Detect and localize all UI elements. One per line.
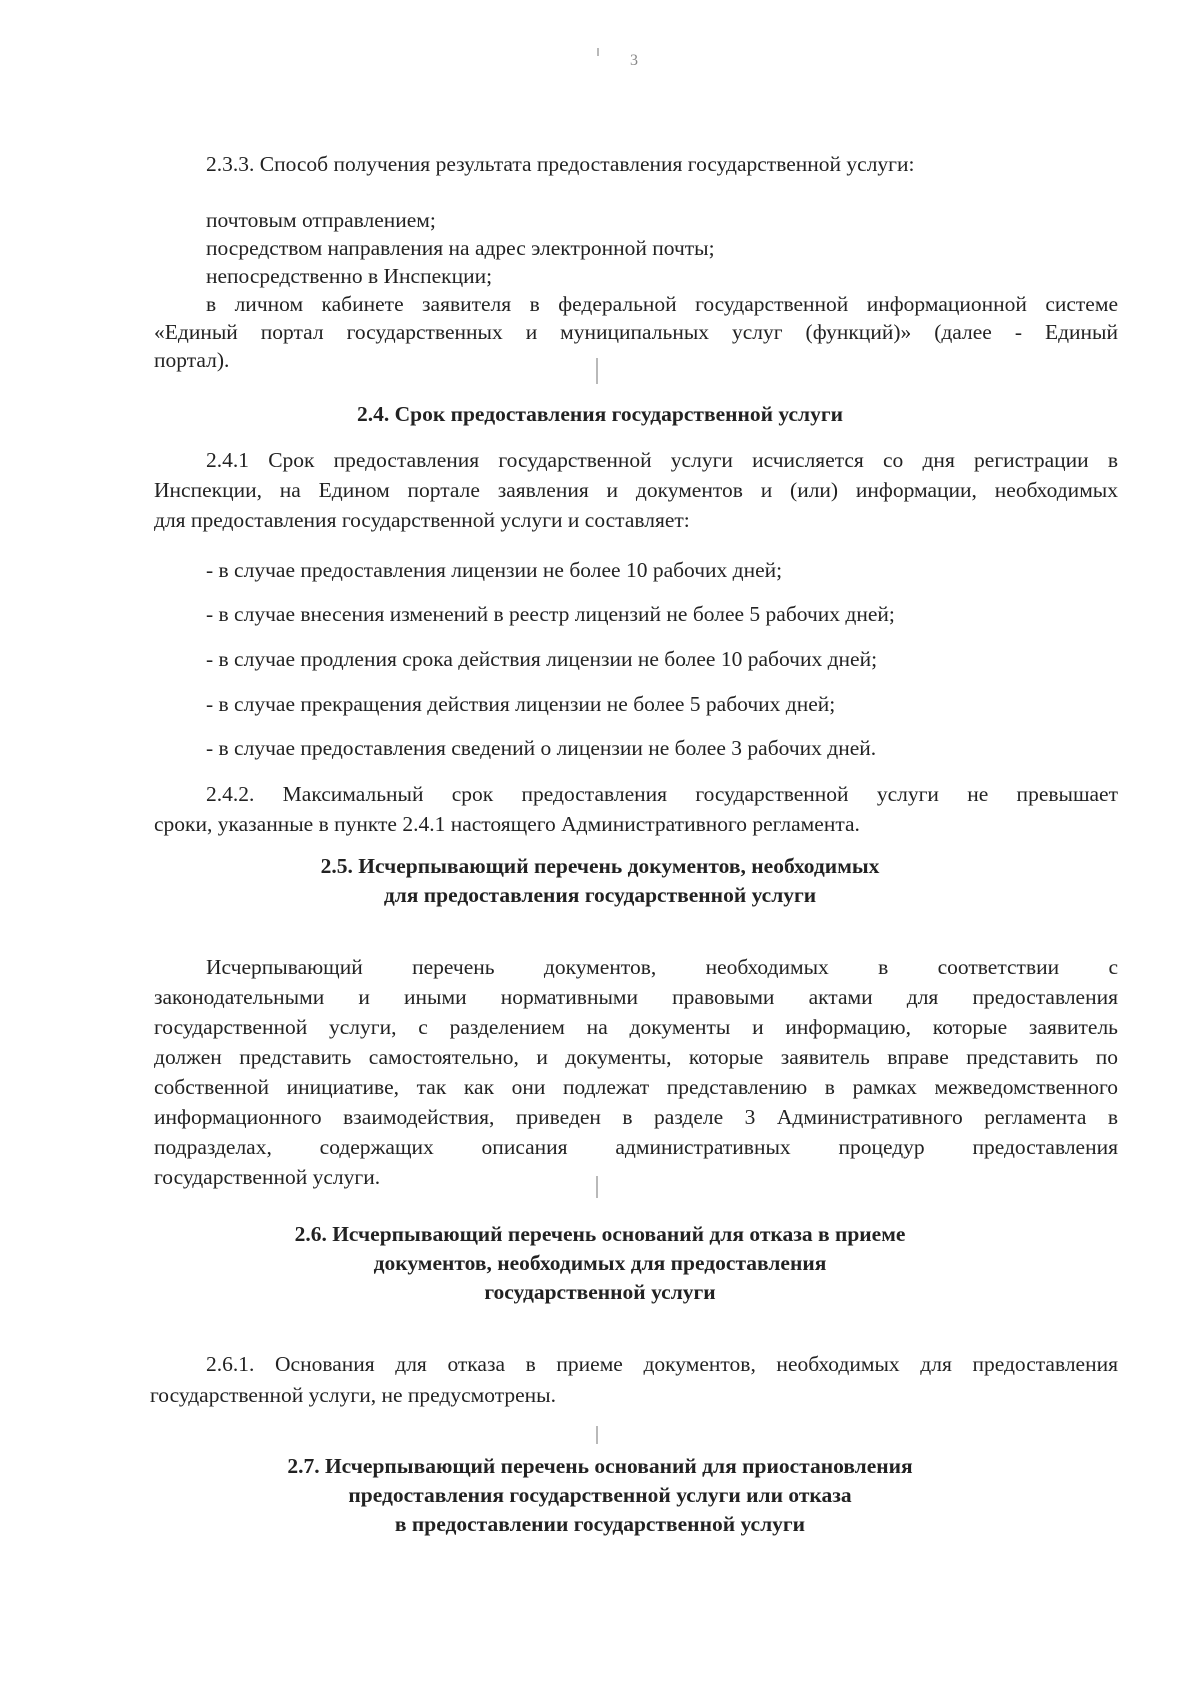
list-item: почтовым отправлением; [206, 208, 436, 232]
list-item: посредством направления на адрес электронной почты; [206, 236, 715, 260]
page-number: 3 [630, 52, 638, 69]
paragraph-line: собственной инициативе, так как они подлежат представлению в рамках межведомственного [154, 1075, 1118, 1099]
paragraph-line: государственной услуги. [154, 1165, 381, 1189]
paragraph-line: для предоставления государственной услуги и составляет: [154, 508, 690, 532]
paragraph-line: 2.4.1 Срок предоставления государственной услуги исчисляется со дня регистрации в [206, 448, 1118, 472]
section-2-5-heading: 2.5. Исчерпывающий перечень документов, необходимых [320, 854, 880, 878]
list-item: - в случае предоставления лицензии не более 10 рабочих дней; [206, 558, 783, 582]
paragraph-line: государственной услуги, с разделением на документы и информацию, которые заявитель [154, 1015, 1118, 1039]
scan-speck [596, 1176, 598, 1198]
section-2-6-heading: государственной услуги [484, 1280, 716, 1304]
paragraph-line: 2.4.2. Максимальный срок предоставления государственной услуги не превышает [206, 782, 1118, 806]
paragraph-line: должен представить самостоятельно, и документы, которые заявитель вправе представить по [154, 1045, 1118, 1069]
paragraph-line: Инспекции, на Едином портале заявления и документов и (или) информации, необходимых [154, 478, 1118, 502]
list-item: - в случае внесения изменений в реестр лицензий не более 5 рабочих дней; [206, 602, 895, 626]
section-2-4-heading: 2.4. Срок предоставления государственной услуги [356, 402, 844, 426]
scan-speck [596, 358, 598, 384]
list-item: - в случае продления срока действия лицензии не более 10 рабочих дней; [206, 647, 878, 671]
list-item: - в случае предоставления сведений о лицензии не более 3 рабочих дней. [206, 736, 877, 760]
list-item: - в случае прекращения действия лицензии не более 5 рабочих дней; [206, 692, 836, 716]
paragraph-line: государственной услуги, не предусмотрены. [150, 1383, 556, 1407]
paragraph-line: законодательными и иными нормативными правовыми актами для предоставления [154, 985, 1118, 1009]
scan-speck [597, 48, 599, 56]
paragraph-line: сроки, указанные в пункте 2.4.1 настоящего Административного регламента. [154, 812, 860, 836]
section-2-7-heading: 2.7. Исчерпывающий перечень оснований для приостановления [287, 1454, 913, 1478]
scan-speck [596, 1426, 598, 1444]
section-2-7-heading: в предоставлении государственной услуги [394, 1512, 806, 1536]
section-2-3-3-title: 2.3.3. Способ получения результата предоставления государственной услуги: [206, 152, 915, 176]
paragraph-line: подразделах, содержащих описания административных процедур предоставления [154, 1135, 1118, 1159]
section-2-6-heading: документов, необходимых для предоставления [373, 1251, 827, 1275]
section-2-5-heading: для предоставления государственной услуги [383, 883, 817, 907]
paragraph-line: портал). [154, 348, 230, 372]
paragraph-line: 2.6.1. Основания для отказа в приеме документов, необходимых для предоставления [206, 1352, 1118, 1376]
section-2-6-heading: 2.6. Исчерпывающий перечень оснований для отказа в приеме [294, 1222, 906, 1246]
paragraph-line: в личном кабинете заявителя в федеральной государственной информационной системе [206, 292, 1118, 316]
paragraph-line: Исчерпывающий перечень документов, необходимых в соответствии с [206, 955, 1118, 979]
section-2-7-heading: предоставления государственной услуги или отказа [348, 1483, 852, 1507]
paragraph-line: «Единый портал государственных и муниципальных услуг (функций)» (далее - Единый [154, 320, 1118, 344]
paragraph-line: информационного взаимодействия, приведен в разделе 3 Административного регламента в [154, 1105, 1118, 1129]
list-item: непосредственно в Инспекции; [206, 264, 493, 288]
